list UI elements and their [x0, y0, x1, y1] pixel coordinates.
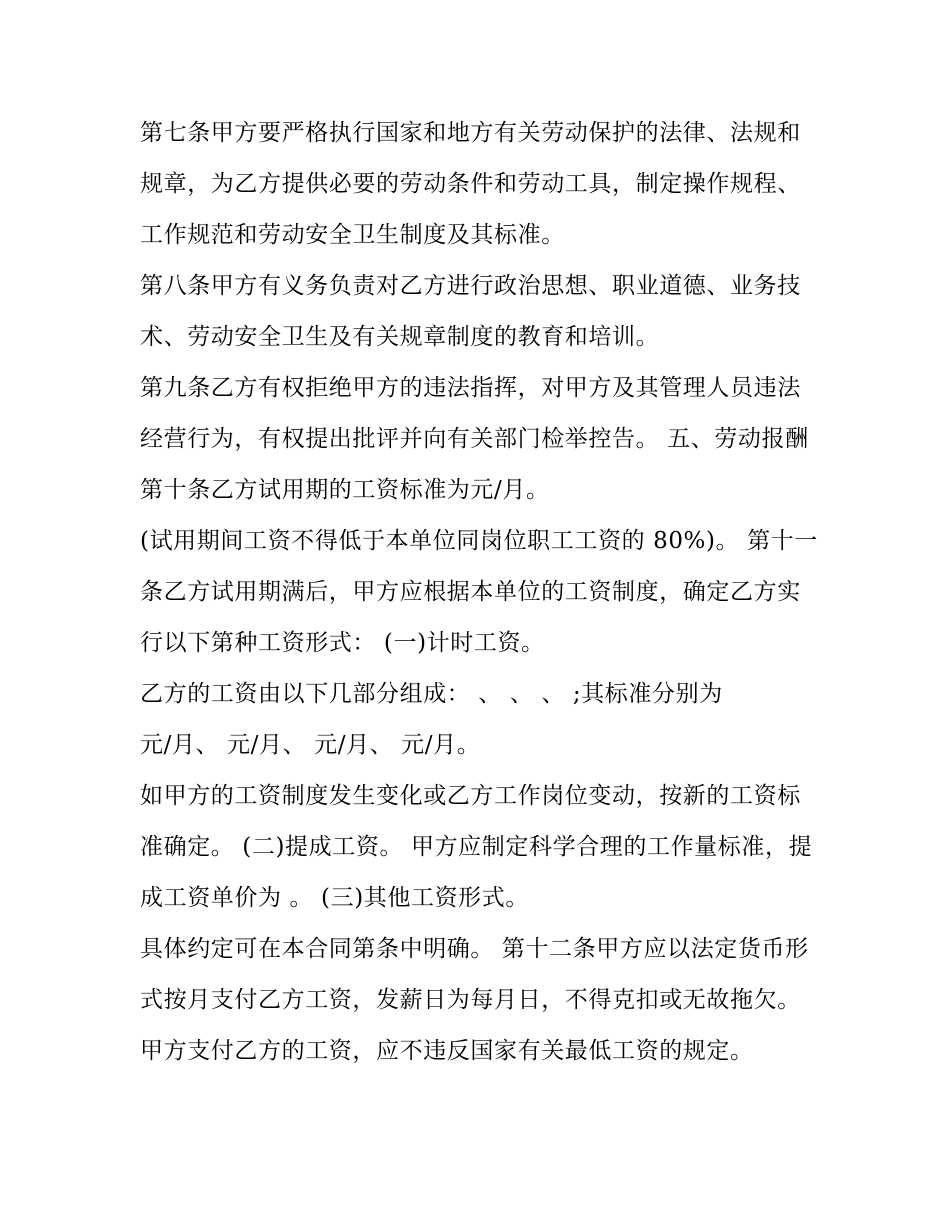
paragraph-article-9-10: 第九条乙方有权拒绝甲方的违法指挥，对甲方及其管理人员违法经营行为，有权提出批评并向有关部门检举控告。 五、劳动报酬 第十条乙方试用期的工资标准为元/月。	[140, 375, 817, 503]
document-page	[140, 108, 820, 1077]
paragraph-minimum-wage: 甲方支付乙方的工资，应不违反国家有关最低工资的规定。	[140, 1038, 754, 1064]
paragraph-article-12: 具体约定可在本合同第条中明确。 第十二条甲方应以法定货币形式按月支付乙方工资，发薪日为每月日，不得克扣或无故拖欠。	[140, 936, 809, 1013]
paragraph-wage-components: 乙方的工资由以下几部分组成： 、 、 、 ;其标准分别为 元/月、 元/月、 元/月、 元/月。	[140, 681, 723, 758]
paragraph-wage-change: 如甲方的工资制度发生变化或乙方工作岗位变动，按新的工资标准确定。 (二)提成工资。 甲方应制定科学合理的工作量标准，提成工资单价为 。 (三)其他工资形式。	[140, 783, 813, 911]
paragraph-article-7: 第七条甲方要严格执行国家和地方有关劳动保护的法律、法规和规章，为乙方提供必要的劳动条件和劳动工具，制定操作规程、工作规范和劳动安全卫生制度及其标准。	[140, 120, 801, 248]
paragraph-article-8: 第八条甲方有义务负责对乙方进行政治思想、职业道德、业务技术、劳动安全卫生及有关规章制度的教育和培训。	[140, 273, 801, 350]
paragraph-article-11: (试用期间工资不得低于本单位同岗位职工工资的 80%)。 第十一条乙方试用期满后，甲方应根据本单位的工资制度，确定乙方实行以下第种工资形式： (一)计时工资。	[140, 528, 818, 656]
